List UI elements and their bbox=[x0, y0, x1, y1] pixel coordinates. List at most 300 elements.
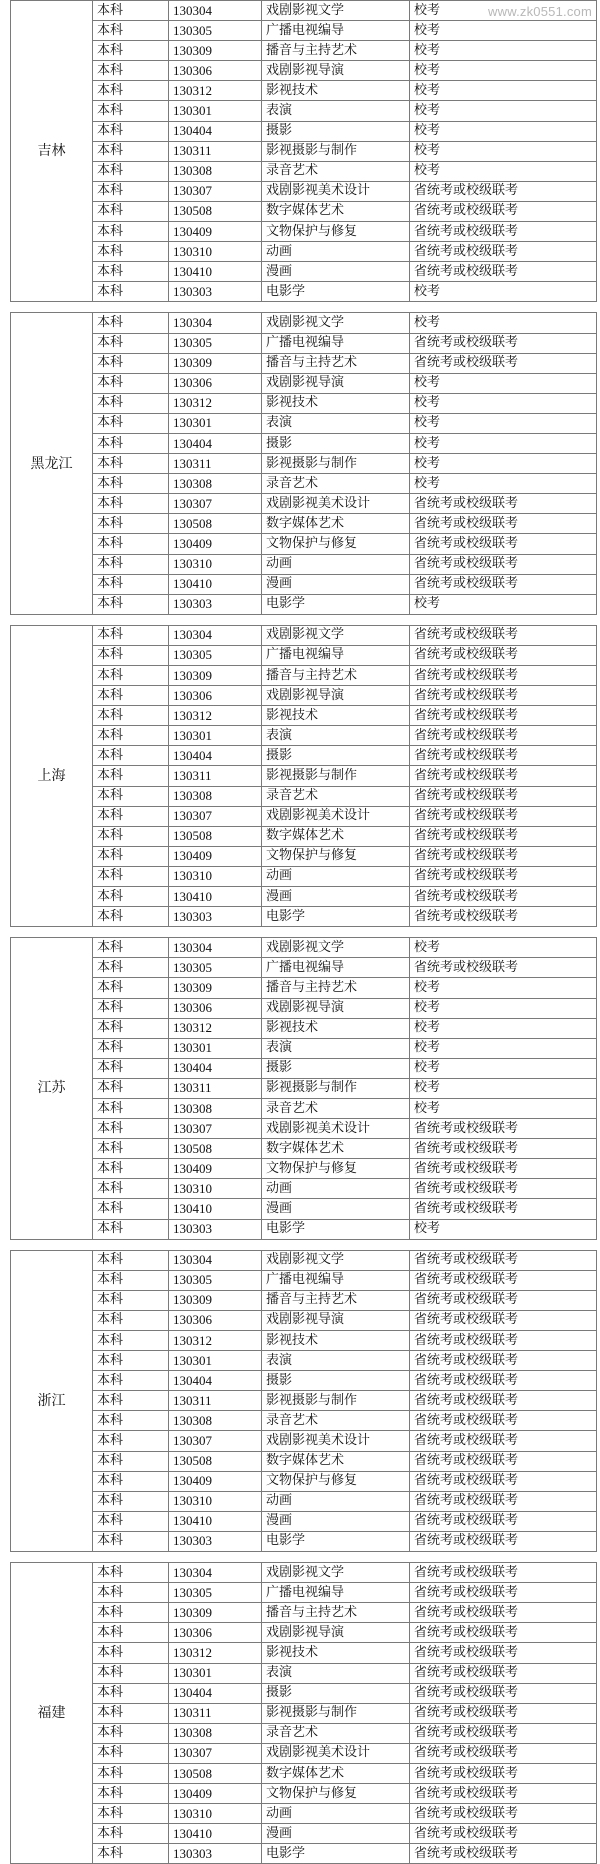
table-row bbox=[11, 1471, 597, 1491]
major-code-cell: 130301 bbox=[169, 101, 262, 121]
degree-level-cell: 本科 bbox=[93, 1511, 169, 1531]
major-code-cell: 130404 bbox=[169, 121, 262, 141]
degree-level-cell: 本科 bbox=[93, 353, 169, 373]
exam-type-cell: 校考 bbox=[410, 998, 597, 1018]
major-code-cell: 130305 bbox=[169, 645, 262, 665]
table-row bbox=[11, 101, 597, 121]
province-table bbox=[10, 937, 597, 1239]
exam-type-cell: 省统考或校级联考 bbox=[410, 887, 597, 907]
degree-level-cell: 本科 bbox=[93, 1804, 169, 1824]
table-row bbox=[11, 907, 597, 927]
block-gap bbox=[10, 927, 597, 937]
major-name-cell: 播音与主持艺术 bbox=[262, 1603, 410, 1623]
major-code-cell: 130508 bbox=[169, 201, 262, 221]
degree-level-cell: 本科 bbox=[93, 1723, 169, 1743]
table-row bbox=[11, 413, 597, 433]
exam-type-cell: 省统考或校级联考 bbox=[410, 686, 597, 706]
major-name-cell: 广播电视编导 bbox=[262, 1583, 410, 1603]
exam-type-cell: 省统考或校级联考 bbox=[410, 1250, 597, 1270]
degree-level-cell: 本科 bbox=[93, 101, 169, 121]
table-row bbox=[11, 242, 597, 262]
degree-level-cell: 本科 bbox=[93, 645, 169, 665]
degree-level-cell: 本科 bbox=[93, 1351, 169, 1371]
exam-type-cell: 省统考或校级联考 bbox=[410, 1824, 597, 1844]
major-code-cell: 130410 bbox=[169, 574, 262, 594]
major-code-cell: 130409 bbox=[169, 1784, 262, 1804]
table-row bbox=[11, 201, 597, 221]
major-name-cell: 动画 bbox=[262, 1179, 410, 1199]
watermark-text: www.zk0551.com bbox=[488, 4, 592, 19]
province-table bbox=[10, 1562, 597, 1864]
exam-type-cell: 省统考或校级联考 bbox=[410, 1804, 597, 1824]
major-name-cell: 广播电视编导 bbox=[262, 958, 410, 978]
degree-level-cell: 本科 bbox=[93, 1623, 169, 1643]
major-name-cell: 摄影 bbox=[262, 1371, 410, 1391]
exam-type-cell: 省统考或校级联考 bbox=[410, 1603, 597, 1623]
exam-type-cell: 省统考或校级联考 bbox=[410, 201, 597, 221]
major-code-cell: 130303 bbox=[169, 1219, 262, 1239]
major-name-cell: 戏剧影视导演 bbox=[262, 1310, 410, 1330]
degree-level-cell: 本科 bbox=[93, 433, 169, 453]
table-row bbox=[11, 1844, 597, 1864]
major-name-cell: 影视技术 bbox=[262, 706, 410, 726]
exam-type-cell: 省统考或校级联考 bbox=[410, 1451, 597, 1471]
table-row bbox=[11, 1371, 597, 1391]
degree-level-cell: 本科 bbox=[93, 1290, 169, 1310]
table-row bbox=[11, 393, 597, 413]
major-code-cell: 130410 bbox=[169, 1199, 262, 1219]
major-code-cell: 130508 bbox=[169, 1451, 262, 1471]
major-code-cell: 130312 bbox=[169, 706, 262, 726]
block-gap bbox=[10, 302, 597, 312]
major-name-cell: 影视技术 bbox=[262, 1018, 410, 1038]
table-row bbox=[11, 1098, 597, 1118]
exam-type-cell: 省统考或校级联考 bbox=[410, 866, 597, 886]
major-code-cell: 130409 bbox=[169, 1471, 262, 1491]
exam-type-cell: 省统考或校级联考 bbox=[410, 625, 597, 645]
major-code-cell: 130311 bbox=[169, 1703, 262, 1723]
exam-type-cell: 省统考或校级联考 bbox=[410, 1723, 597, 1743]
table-row bbox=[11, 514, 597, 534]
major-name-cell: 漫画 bbox=[262, 1824, 410, 1844]
major-code-cell: 130307 bbox=[169, 1431, 262, 1451]
major-code-cell: 130410 bbox=[169, 1824, 262, 1844]
major-code-cell: 130310 bbox=[169, 242, 262, 262]
major-code-cell: 130308 bbox=[169, 786, 262, 806]
table-row bbox=[11, 181, 597, 201]
degree-level-cell: 本科 bbox=[93, 1583, 169, 1603]
province-table bbox=[10, 312, 597, 614]
major-code-cell: 130305 bbox=[169, 1270, 262, 1290]
major-name-cell: 电影学 bbox=[262, 1531, 410, 1551]
degree-level-cell: 本科 bbox=[93, 1199, 169, 1219]
degree-level-cell: 本科 bbox=[93, 574, 169, 594]
table-row bbox=[11, 21, 597, 41]
province-name: 黑龙江 bbox=[11, 313, 93, 614]
exam-type-cell: 校考 bbox=[410, 413, 597, 433]
degree-level-cell: 本科 bbox=[93, 1643, 169, 1663]
major-name-cell: 摄影 bbox=[262, 1683, 410, 1703]
major-name-cell: 数字媒体艺术 bbox=[262, 514, 410, 534]
degree-level-cell: 本科 bbox=[93, 454, 169, 474]
degree-level-cell: 本科 bbox=[93, 222, 169, 242]
major-name-cell: 漫画 bbox=[262, 1199, 410, 1219]
major-name-cell: 影视摄影与制作 bbox=[262, 1703, 410, 1723]
exam-type-cell: 省统考或校级联考 bbox=[410, 353, 597, 373]
table-row bbox=[11, 1431, 597, 1451]
major-code-cell: 130306 bbox=[169, 998, 262, 1018]
table-row bbox=[11, 534, 597, 554]
major-code-cell: 130305 bbox=[169, 21, 262, 41]
degree-level-cell: 本科 bbox=[93, 61, 169, 81]
major-code-cell: 130310 bbox=[169, 1179, 262, 1199]
table-row bbox=[11, 1623, 597, 1643]
table-row bbox=[11, 686, 597, 706]
degree-level-cell: 本科 bbox=[93, 666, 169, 686]
degree-level-cell: 本科 bbox=[93, 1250, 169, 1270]
exam-type-cell: 省统考或校级联考 bbox=[410, 1583, 597, 1603]
major-name-cell: 电影学 bbox=[262, 594, 410, 614]
exam-type-cell: 省统考或校级联考 bbox=[410, 786, 597, 806]
degree-level-cell: 本科 bbox=[93, 1784, 169, 1804]
major-code-cell: 130308 bbox=[169, 1723, 262, 1743]
degree-level-cell: 本科 bbox=[93, 866, 169, 886]
major-code-cell: 130304 bbox=[169, 625, 262, 645]
province-name: 浙江 bbox=[11, 1250, 93, 1551]
degree-level-cell: 本科 bbox=[93, 1391, 169, 1411]
degree-level-cell: 本科 bbox=[93, 846, 169, 866]
table-row bbox=[11, 1663, 597, 1683]
exam-type-cell: 省统考或校级联考 bbox=[410, 514, 597, 534]
major-code-cell: 130311 bbox=[169, 454, 262, 474]
major-code-cell: 130304 bbox=[169, 313, 262, 333]
table-row bbox=[11, 1159, 597, 1179]
table-row bbox=[11, 938, 597, 958]
degree-level-cell: 本科 bbox=[93, 998, 169, 1018]
major-name-cell: 播音与主持艺术 bbox=[262, 1290, 410, 1310]
table-row bbox=[11, 262, 597, 282]
exam-type-cell: 校考 bbox=[410, 81, 597, 101]
major-code-cell: 130508 bbox=[169, 1763, 262, 1783]
major-code-cell: 130312 bbox=[169, 81, 262, 101]
exam-type-cell: 省统考或校级联考 bbox=[410, 1683, 597, 1703]
exam-type-cell: 省统考或校级联考 bbox=[410, 1119, 597, 1139]
exam-type-cell: 校考 bbox=[410, 161, 597, 181]
major-name-cell: 戏剧影视文学 bbox=[262, 313, 410, 333]
exam-type-cell: 省统考或校级联考 bbox=[410, 746, 597, 766]
major-name-cell: 戏剧影视文学 bbox=[262, 1, 410, 21]
major-name-cell: 数字媒体艺术 bbox=[262, 1139, 410, 1159]
degree-level-cell: 本科 bbox=[93, 706, 169, 726]
major-code-cell: 130307 bbox=[169, 1743, 262, 1763]
degree-level-cell: 本科 bbox=[93, 1663, 169, 1683]
major-name-cell: 影视摄影与制作 bbox=[262, 1078, 410, 1098]
degree-level-cell: 本科 bbox=[93, 313, 169, 333]
major-name-cell: 影视技术 bbox=[262, 1331, 410, 1351]
degree-level-cell: 本科 bbox=[93, 1563, 169, 1583]
degree-level-cell: 本科 bbox=[93, 1451, 169, 1471]
major-name-cell: 漫画 bbox=[262, 574, 410, 594]
major-code-cell: 130311 bbox=[169, 1391, 262, 1411]
exam-type-cell: 省统考或校级联考 bbox=[410, 1743, 597, 1763]
exam-type-cell: 省统考或校级联考 bbox=[410, 826, 597, 846]
block-gap bbox=[10, 1552, 597, 1562]
table-row bbox=[11, 866, 597, 886]
major-code-cell: 130312 bbox=[169, 1643, 262, 1663]
exam-type-cell: 省统考或校级联考 bbox=[410, 766, 597, 786]
exam-type-cell: 校考 bbox=[410, 101, 597, 121]
exam-type-cell: 校考 bbox=[410, 433, 597, 453]
table-row bbox=[11, 1511, 597, 1531]
degree-level-cell: 本科 bbox=[93, 21, 169, 41]
exam-type-cell: 省统考或校级联考 bbox=[410, 1290, 597, 1310]
major-code-cell: 130311 bbox=[169, 766, 262, 786]
degree-level-cell: 本科 bbox=[93, 1471, 169, 1491]
exam-type-cell: 省统考或校级联考 bbox=[410, 1643, 597, 1663]
table-row bbox=[11, 1743, 597, 1763]
table-row bbox=[11, 806, 597, 826]
exam-type-cell: 校考 bbox=[410, 393, 597, 413]
degree-level-cell: 本科 bbox=[93, 1310, 169, 1330]
major-name-cell: 文物保护与修复 bbox=[262, 1159, 410, 1179]
table-row bbox=[11, 121, 597, 141]
exam-type-cell: 省统考或校级联考 bbox=[410, 1431, 597, 1451]
exam-type-cell: 省统考或校级联考 bbox=[410, 1784, 597, 1804]
major-code-cell: 130301 bbox=[169, 413, 262, 433]
major-name-cell: 影视摄影与制作 bbox=[262, 766, 410, 786]
table-row bbox=[11, 958, 597, 978]
table-row bbox=[11, 846, 597, 866]
table-row bbox=[11, 1451, 597, 1471]
major-code-cell: 130409 bbox=[169, 846, 262, 866]
major-code-cell: 130303 bbox=[169, 282, 262, 302]
major-code-cell: 130409 bbox=[169, 534, 262, 554]
major-code-cell: 130404 bbox=[169, 1683, 262, 1703]
major-code-cell: 130308 bbox=[169, 474, 262, 494]
major-name-cell: 播音与主持艺术 bbox=[262, 666, 410, 686]
table-row bbox=[11, 1270, 597, 1290]
major-name-cell: 影视摄影与制作 bbox=[262, 454, 410, 474]
exam-type-cell: 校考 bbox=[410, 1098, 597, 1118]
major-name-cell: 漫画 bbox=[262, 262, 410, 282]
major-name-cell: 录音艺术 bbox=[262, 161, 410, 181]
table-row bbox=[11, 1583, 597, 1603]
exam-type-cell: 省统考或校级联考 bbox=[410, 574, 597, 594]
table-row bbox=[11, 1391, 597, 1411]
exam-type-cell: 省统考或校级联考 bbox=[410, 1703, 597, 1723]
major-name-cell: 录音艺术 bbox=[262, 786, 410, 806]
table-row bbox=[11, 1804, 597, 1824]
major-code-cell: 130307 bbox=[169, 806, 262, 826]
table-row bbox=[11, 1179, 597, 1199]
degree-level-cell: 本科 bbox=[93, 1603, 169, 1623]
major-code-cell: 130508 bbox=[169, 514, 262, 534]
exam-type-cell: 校考 bbox=[410, 474, 597, 494]
table-row bbox=[11, 998, 597, 1018]
exam-type-cell: 校考 bbox=[410, 938, 597, 958]
major-code-cell: 130305 bbox=[169, 333, 262, 353]
exam-type-cell: 省统考或校级联考 bbox=[410, 645, 597, 665]
exam-type-cell: 校考 bbox=[410, 1058, 597, 1078]
exam-type-cell: 省统考或校级联考 bbox=[410, 1371, 597, 1391]
major-code-cell: 130301 bbox=[169, 1663, 262, 1683]
major-code-cell: 130304 bbox=[169, 1250, 262, 1270]
degree-level-cell: 本科 bbox=[93, 1219, 169, 1239]
major-name-cell: 摄影 bbox=[262, 746, 410, 766]
major-code-cell: 130310 bbox=[169, 866, 262, 886]
exam-type-cell: 省统考或校级联考 bbox=[410, 1310, 597, 1330]
degree-level-cell: 本科 bbox=[93, 1371, 169, 1391]
degree-level-cell: 本科 bbox=[93, 514, 169, 534]
major-code-cell: 130308 bbox=[169, 161, 262, 181]
major-name-cell: 文物保护与修复 bbox=[262, 222, 410, 242]
exam-type-cell: 省统考或校级联考 bbox=[410, 181, 597, 201]
major-name-cell: 戏剧影视美术设计 bbox=[262, 1431, 410, 1451]
major-name-cell: 摄影 bbox=[262, 1058, 410, 1078]
exam-type-cell: 校考 bbox=[410, 1038, 597, 1058]
major-code-cell: 130306 bbox=[169, 61, 262, 81]
degree-level-cell: 本科 bbox=[93, 726, 169, 746]
major-name-cell: 表演 bbox=[262, 1663, 410, 1683]
exam-type-cell: 省统考或校级联考 bbox=[410, 846, 597, 866]
table-row bbox=[11, 706, 597, 726]
table-row bbox=[11, 313, 597, 333]
exam-type-cell: 省统考或校级联考 bbox=[410, 1199, 597, 1219]
major-name-cell: 戏剧影视美术设计 bbox=[262, 806, 410, 826]
province-name: 江苏 bbox=[11, 938, 93, 1239]
exam-type-cell: 省统考或校级联考 bbox=[410, 958, 597, 978]
degree-level-cell: 本科 bbox=[93, 826, 169, 846]
exam-type-cell: 省统考或校级联考 bbox=[410, 1511, 597, 1531]
degree-level-cell: 本科 bbox=[93, 1683, 169, 1703]
table-row bbox=[11, 887, 597, 907]
exam-type-cell: 省统考或校级联考 bbox=[410, 534, 597, 554]
major-name-cell: 戏剧影视美术设计 bbox=[262, 1119, 410, 1139]
degree-level-cell: 本科 bbox=[93, 1078, 169, 1098]
major-code-cell: 130301 bbox=[169, 726, 262, 746]
major-code-cell: 130410 bbox=[169, 1511, 262, 1531]
table-row bbox=[11, 1351, 597, 1371]
degree-level-cell: 本科 bbox=[93, 554, 169, 574]
table-row bbox=[11, 1250, 597, 1270]
major-code-cell: 130307 bbox=[169, 1119, 262, 1139]
major-code-cell: 130301 bbox=[169, 1351, 262, 1371]
major-name-cell: 录音艺术 bbox=[262, 1098, 410, 1118]
province-table bbox=[10, 625, 597, 927]
degree-level-cell: 本科 bbox=[93, 1038, 169, 1058]
major-name-cell: 表演 bbox=[262, 726, 410, 746]
major-name-cell: 表演 bbox=[262, 1351, 410, 1371]
major-code-cell: 130309 bbox=[169, 1603, 262, 1623]
major-code-cell: 130301 bbox=[169, 1038, 262, 1058]
degree-level-cell: 本科 bbox=[93, 1431, 169, 1451]
exam-type-cell: 校考 bbox=[410, 454, 597, 474]
exam-type-cell: 校考 bbox=[410, 1018, 597, 1038]
degree-level-cell: 本科 bbox=[93, 373, 169, 393]
table-row bbox=[11, 1763, 597, 1783]
major-code-cell: 130409 bbox=[169, 222, 262, 242]
major-name-cell: 戏剧影视美术设计 bbox=[262, 1743, 410, 1763]
degree-level-cell: 本科 bbox=[93, 1119, 169, 1139]
province-table bbox=[10, 1250, 597, 1552]
major-name-cell: 戏剧影视文学 bbox=[262, 1250, 410, 1270]
degree-level-cell: 本科 bbox=[93, 1179, 169, 1199]
table-row bbox=[11, 433, 597, 453]
table-row bbox=[11, 333, 597, 353]
degree-level-cell: 本科 bbox=[93, 625, 169, 645]
major-code-cell: 130309 bbox=[169, 978, 262, 998]
table-row bbox=[11, 1723, 597, 1743]
exam-type-cell: 省统考或校级联考 bbox=[410, 1531, 597, 1551]
table-row bbox=[11, 474, 597, 494]
exam-type-cell: 省统考或校级联考 bbox=[410, 1471, 597, 1491]
degree-level-cell: 本科 bbox=[93, 786, 169, 806]
major-name-cell: 影视技术 bbox=[262, 393, 410, 413]
major-code-cell: 130310 bbox=[169, 1804, 262, 1824]
major-name-cell: 戏剧影视导演 bbox=[262, 1623, 410, 1643]
major-code-cell: 130508 bbox=[169, 1139, 262, 1159]
table-row bbox=[11, 766, 597, 786]
exam-type-cell: 省统考或校级联考 bbox=[410, 1491, 597, 1511]
exam-type-cell: 省统考或校级联考 bbox=[410, 1159, 597, 1179]
degree-level-cell: 本科 bbox=[93, 141, 169, 161]
major-name-cell: 动画 bbox=[262, 1491, 410, 1511]
exam-type-cell: 校考 bbox=[410, 41, 597, 61]
major-name-cell: 动画 bbox=[262, 554, 410, 574]
degree-level-cell: 本科 bbox=[93, 242, 169, 262]
degree-level-cell: 本科 bbox=[93, 938, 169, 958]
major-code-cell: 130308 bbox=[169, 1098, 262, 1118]
major-name-cell: 戏剧影视美术设计 bbox=[262, 494, 410, 514]
degree-level-cell: 本科 bbox=[93, 393, 169, 413]
major-code-cell: 130307 bbox=[169, 494, 262, 514]
major-name-cell: 摄影 bbox=[262, 121, 410, 141]
degree-level-cell: 本科 bbox=[93, 594, 169, 614]
major-code-cell: 130310 bbox=[169, 554, 262, 574]
table-row bbox=[11, 61, 597, 81]
exam-type-cell: 校考 bbox=[410, 1, 597, 21]
province-name: 上海 bbox=[11, 625, 93, 926]
major-name-cell: 表演 bbox=[262, 413, 410, 433]
degree-level-cell: 本科 bbox=[93, 978, 169, 998]
table-row bbox=[11, 554, 597, 574]
table-row bbox=[11, 666, 597, 686]
table-row bbox=[11, 141, 597, 161]
major-code-cell: 130306 bbox=[169, 1623, 262, 1643]
exam-type-cell: 校考 bbox=[410, 373, 597, 393]
table-row bbox=[11, 1563, 597, 1583]
exam-type-cell: 省统考或校级联考 bbox=[410, 1623, 597, 1643]
exam-type-cell: 校考 bbox=[410, 1219, 597, 1239]
major-name-cell: 电影学 bbox=[262, 282, 410, 302]
exam-type-cell: 省统考或校级联考 bbox=[410, 1139, 597, 1159]
exam-type-cell: 省统考或校级联考 bbox=[410, 1763, 597, 1783]
major-name-cell: 广播电视编导 bbox=[262, 1270, 410, 1290]
major-name-cell: 表演 bbox=[262, 101, 410, 121]
table-row bbox=[11, 1139, 597, 1159]
degree-level-cell: 本科 bbox=[93, 958, 169, 978]
major-name-cell: 电影学 bbox=[262, 907, 410, 927]
major-name-cell: 影视技术 bbox=[262, 81, 410, 101]
major-name-cell: 影视摄影与制作 bbox=[262, 141, 410, 161]
table-row bbox=[11, 786, 597, 806]
major-name-cell: 播音与主持艺术 bbox=[262, 978, 410, 998]
exam-type-cell: 校考 bbox=[410, 1078, 597, 1098]
major-name-cell: 漫画 bbox=[262, 1511, 410, 1531]
exam-type-cell: 省统考或校级联考 bbox=[410, 1844, 597, 1864]
major-name-cell: 戏剧影视导演 bbox=[262, 998, 410, 1018]
major-code-cell: 130304 bbox=[169, 938, 262, 958]
